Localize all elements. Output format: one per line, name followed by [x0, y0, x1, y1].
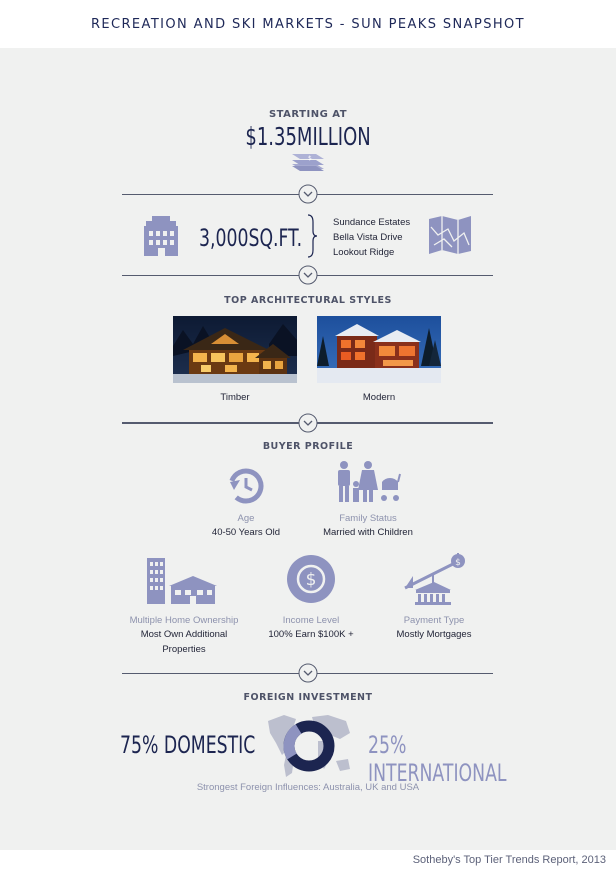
foreign-influences-note: Strongest Foreign Influences: Australia, UK and USA	[196, 782, 420, 793]
price-value: $1.35MILLION	[245, 122, 371, 151]
dollar-coin-icon	[286, 554, 336, 604]
infographic-panel	[0, 48, 616, 850]
price-label: STARTING AT	[268, 109, 348, 120]
location-item: Sundance Estates	[333, 217, 411, 228]
international-wrap	[368, 731, 616, 787]
age-value: 40-50 Years Old	[211, 527, 281, 538]
world-donut-icon	[266, 711, 352, 781]
page-header	[0, 0, 616, 48]
page-footer	[0, 850, 616, 873]
map-icon	[428, 215, 472, 255]
family-status-value: Married with Children	[323, 527, 413, 538]
svg-text:$: $	[308, 155, 312, 162]
foreign-heading: FOREIGN INVESTMENT	[243, 692, 373, 703]
brace-icon	[306, 214, 318, 258]
location-item: Lookout Ridge	[333, 247, 395, 258]
building-icon	[142, 215, 180, 257]
buyer-heading: BUYER PROFILE	[262, 441, 354, 452]
timber-house-photo	[173, 316, 297, 383]
price-value-wrap	[0, 122, 616, 151]
styles-heading: TOP ARCHITECTURAL STYLES	[224, 295, 392, 306]
income-value: 100% Earn $100K +	[268, 629, 354, 640]
modern-house-photo	[317, 316, 441, 383]
payment-label: Payment Type	[403, 615, 465, 626]
ownership-value-line1: Most Own Additional	[140, 629, 228, 640]
payment-value: Mostly Mortgages	[396, 629, 472, 640]
domestic-share-label: 75% DOMESTIC	[120, 731, 256, 759]
chevron-down-icon	[298, 184, 318, 204]
svg-text:$: $	[455, 558, 461, 568]
family-status-label: Family Status	[339, 513, 397, 524]
chevron-down-icon	[298, 663, 318, 683]
style-caption: Modern	[362, 392, 396, 403]
money-stack-icon	[286, 150, 330, 174]
ownership-label: Multiple Home Ownership	[129, 615, 239, 626]
international-share-label: 25% INTERNATIONAL	[368, 731, 507, 787]
page-title: RECREATION AND SKI MARKETS - SUN PEAKS SNAPSHOT	[90, 16, 526, 32]
buildings-icon	[145, 556, 221, 606]
clock-arrow-icon	[228, 468, 264, 504]
location-list	[333, 215, 410, 260]
chevron-down-icon	[298, 265, 318, 285]
style-caption: Timber	[220, 392, 250, 403]
chevron-down-icon	[298, 413, 318, 433]
size-value-wrap	[199, 224, 342, 252]
age-label: Age	[237, 513, 255, 524]
income-label: Income Level	[282, 615, 340, 626]
location-item: Bella Vista Drive	[333, 232, 403, 243]
ownership-value-line2: Properties	[162, 644, 206, 655]
source-credit: Sotheby's Top Tier Trends Report, 2013	[412, 854, 606, 866]
mortgage-crane-icon	[403, 552, 465, 606]
svg-text:$: $	[305, 570, 317, 590]
property-size: 3,000SQ.FT.	[199, 224, 303, 252]
family-icon	[332, 460, 402, 504]
